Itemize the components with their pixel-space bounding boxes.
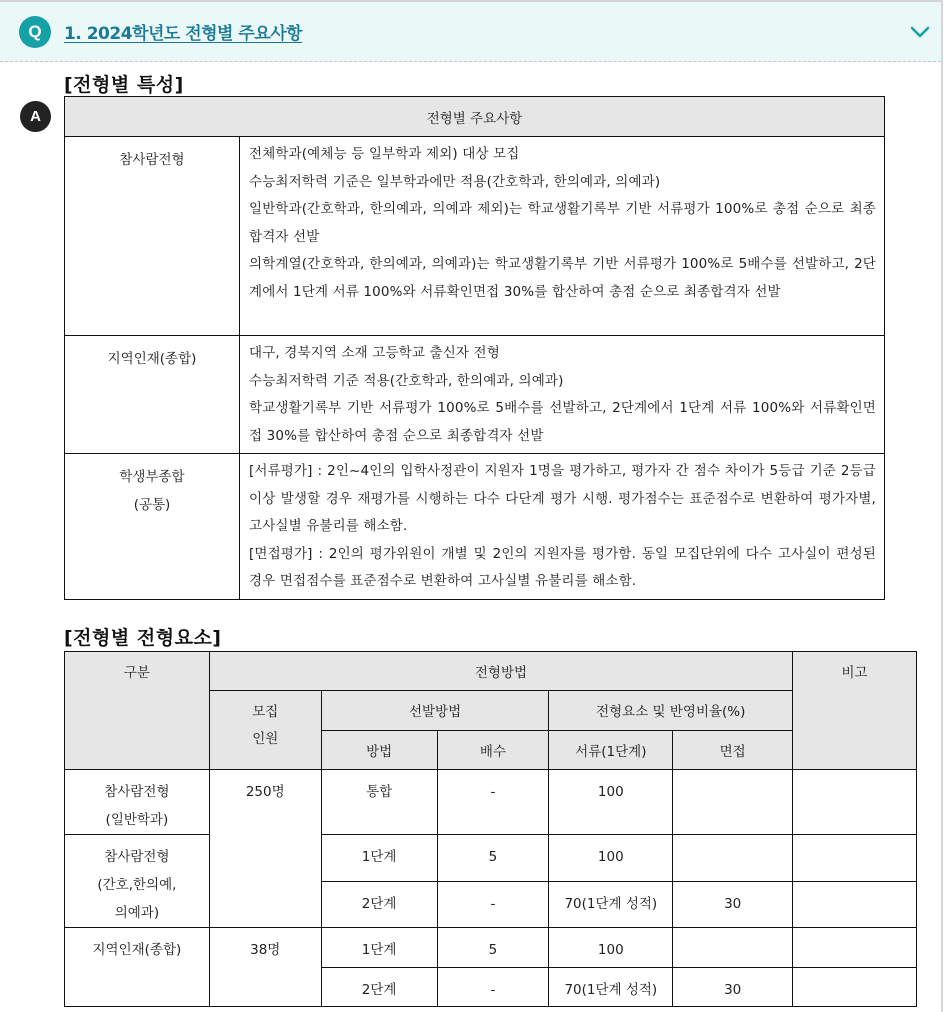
table-row xyxy=(65,770,917,835)
characteristics-table xyxy=(64,96,885,600)
header-note: 비고 xyxy=(793,652,917,770)
table-header: 전형별 주요사항 xyxy=(65,97,885,137)
cell-category: 참사람전형 (간호,한의예, 의예과) xyxy=(65,835,210,928)
row-label: 지역인재(종합) xyxy=(65,336,240,454)
cell-category: 지역인재(종합) xyxy=(65,928,210,1007)
cell-multiple: - xyxy=(437,968,549,1007)
header-method: 방법 xyxy=(321,731,437,770)
header-documents: 서류(1단계) xyxy=(549,731,673,770)
cell-documents: 70(1단계 성적) xyxy=(549,882,673,928)
cell-note xyxy=(793,835,917,882)
question-title-link[interactable]: 1. 2024학년도 전형별 주요사항 xyxy=(64,24,303,44)
header-quota: 모집 인원 xyxy=(209,691,321,770)
header-method-group: 전형방법 xyxy=(209,652,792,691)
cell-multiple: 5 xyxy=(437,835,549,882)
table-row xyxy=(65,454,885,600)
section-title-characteristics: [전형별 특성] xyxy=(64,74,184,96)
cell-interview xyxy=(673,835,793,882)
cell-note xyxy=(793,928,917,968)
question-badge: Q xyxy=(19,16,51,48)
cell-note xyxy=(793,968,917,1007)
cell-method: 1단계 xyxy=(321,928,437,968)
row-label: 학생부종합 (공통) xyxy=(65,454,240,600)
header-interview: 면접 xyxy=(673,731,793,770)
header-ratio-group: 전형요소 및 반영비율(%) xyxy=(549,691,793,731)
cell-method: 통합 xyxy=(321,770,437,835)
cell-documents: 100 xyxy=(549,835,673,882)
elements-table xyxy=(64,651,917,1007)
cell-interview: 30 xyxy=(673,882,793,928)
row-label: 참사람전형 xyxy=(65,137,240,336)
row-description: 대구, 경북지역 소재 고등학교 출신자 전형 수능최저학력 기준 적용(간호학과, 한의예과, 의예과) 학교생활기록부 기반 서류평가 100%로 5배수를 선발하고, 2단계에서 1단계 서류 100%와 서류확인면접 30%를 합산하여 총점 순으로 최종합격자 선발 xyxy=(240,336,885,454)
cell-quota: 38명 xyxy=(209,928,321,1007)
row-description: 전체학과(예체능 등 일부학과 제외) 대상 모집 수능최저학력 기준은 일부학과에만 적용(간호학과, 한의예과, 의예과) 일반학과(간호학과, 한의예과, 의예과 제외)는 학교생활기록부 기반 서류평가 100%로 총점 순으로 최종합격자 선발 의학계열(간호학과, 한의예과, 의예과)는 학교생활기록부 기반 서류평가 100%로 5배수를 선발하고, 2단계에서 1단계 서류 100%와 서류확인면접 30%를 합산하여 총점 순으로 최종합격자 선발 xyxy=(240,137,885,336)
cell-note xyxy=(793,770,917,835)
cell-method: 1단계 xyxy=(321,835,437,882)
cell-multiple: - xyxy=(437,770,549,835)
cell-interview xyxy=(673,770,793,835)
cell-interview xyxy=(673,928,793,968)
section-title-elements: [전형별 전형요소] xyxy=(64,627,222,649)
cell-multiple: - xyxy=(437,882,549,928)
table-row xyxy=(65,928,917,968)
faq-question-header[interactable] xyxy=(0,2,941,62)
cell-documents: 100 xyxy=(549,928,673,968)
table-row xyxy=(65,137,885,336)
cell-multiple: 5 xyxy=(437,928,549,968)
chevron-down-icon[interactable] xyxy=(909,24,931,40)
answer-badge: A xyxy=(20,101,51,132)
cell-quota: 250명 xyxy=(209,770,321,928)
table-row xyxy=(65,336,885,454)
cell-method: 2단계 xyxy=(321,882,437,928)
cell-interview: 30 xyxy=(673,968,793,1007)
cell-category: 참사람전형 (일반학과) xyxy=(65,770,210,835)
cell-note xyxy=(793,882,917,928)
row-description: [서류평가] : 2인~4인의 입학사정관이 지원자 1명을 평가하고, 평가자 간 점수 차이가 5등급 기준 2등급 이상 발생할 경우 재평가를 시행하는 다수 다단계 평가 시행. 평가점수는 표준점수로 변환하여 평가자별, 고사실별 유불리를 해소함. [면접평가] : 2인의 평가위원이 개별 및 2인의 지원자를 평가함. 동일 모집단위에 다수 고사실이 편성된 경우 면접점수를 표준점수로 변환하여 고사실별 유불리를 해소함. xyxy=(240,454,885,600)
cell-documents: 70(1단계 성적) xyxy=(549,968,673,1007)
cell-documents: 100 xyxy=(549,770,673,835)
header-multiple: 배수 xyxy=(437,731,549,770)
header-selection-group: 선발방법 xyxy=(321,691,549,731)
cell-method: 2단계 xyxy=(321,968,437,1007)
table-row xyxy=(65,835,917,882)
header-category: 구분 xyxy=(65,652,210,770)
